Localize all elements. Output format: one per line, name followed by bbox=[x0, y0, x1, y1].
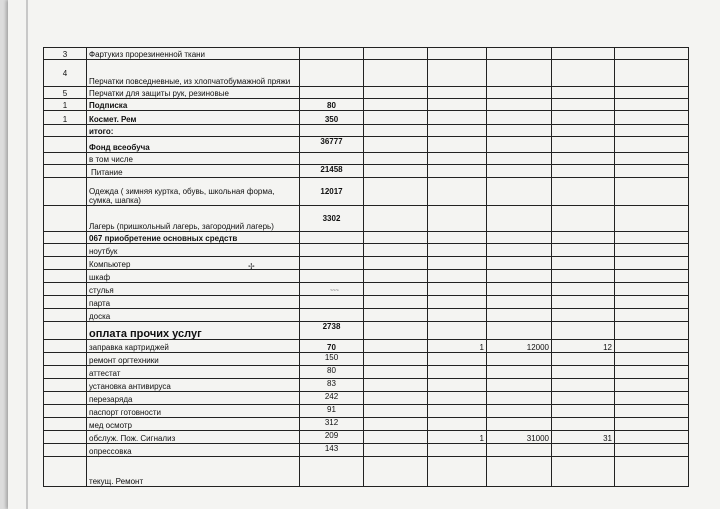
row-number bbox=[44, 431, 87, 444]
table-row bbox=[44, 125, 689, 137]
budget-table bbox=[43, 47, 689, 487]
row-number bbox=[44, 353, 87, 366]
row-cell bbox=[487, 111, 552, 125]
row-cell bbox=[428, 99, 487, 111]
row-number: 1 bbox=[44, 111, 87, 125]
row-number bbox=[44, 340, 87, 353]
row-cell bbox=[364, 366, 428, 379]
table-row bbox=[44, 244, 689, 257]
row-value: 70 bbox=[300, 340, 364, 353]
row-cell bbox=[364, 232, 428, 244]
row-cell bbox=[428, 165, 487, 178]
row-number bbox=[44, 178, 87, 206]
row-label: Перчатки для защиты рук, резиновые bbox=[87, 87, 300, 99]
row-cell bbox=[364, 206, 428, 232]
row-cell bbox=[487, 257, 552, 270]
row-cell bbox=[615, 322, 689, 340]
row-cell bbox=[364, 392, 428, 405]
row-cell bbox=[487, 418, 552, 431]
row-cell bbox=[552, 405, 615, 418]
row-cell bbox=[487, 60, 552, 87]
row-number bbox=[44, 257, 87, 270]
scanned-page bbox=[8, 0, 720, 509]
row-cell bbox=[487, 379, 552, 392]
row-cell bbox=[615, 457, 689, 487]
row-cell bbox=[364, 283, 428, 296]
row-value bbox=[300, 153, 364, 165]
row-cell bbox=[552, 309, 615, 322]
row-cell: 1 bbox=[428, 431, 487, 444]
row-cell bbox=[487, 405, 552, 418]
row-value: 91 bbox=[300, 405, 364, 418]
row-cell bbox=[364, 309, 428, 322]
row-cell bbox=[615, 257, 689, 270]
table-row bbox=[44, 340, 689, 353]
row-label: шкаф bbox=[87, 270, 300, 283]
row-cell bbox=[428, 178, 487, 206]
row-number bbox=[44, 366, 87, 379]
row-cell bbox=[487, 232, 552, 244]
row-cell bbox=[552, 392, 615, 405]
row-number bbox=[44, 137, 87, 153]
row-cell bbox=[552, 111, 615, 125]
row-label: паспорт готовности bbox=[87, 405, 300, 418]
table-row bbox=[44, 257, 689, 270]
row-value: 143 bbox=[300, 444, 364, 457]
row-cell bbox=[552, 87, 615, 99]
row-cell bbox=[364, 444, 428, 457]
row-cell bbox=[615, 137, 689, 153]
row-cell bbox=[487, 153, 552, 165]
row-cell bbox=[364, 322, 428, 340]
row-cell bbox=[552, 206, 615, 232]
row-cell bbox=[428, 244, 487, 257]
row-cell bbox=[615, 283, 689, 296]
row-cell bbox=[428, 137, 487, 153]
row-label: Одежда ( зимняя куртка, обувь, школьная форма, сумка, шапка) bbox=[87, 178, 300, 206]
row-label: Питание bbox=[87, 165, 300, 178]
row-cell bbox=[428, 257, 487, 270]
row-cell bbox=[615, 87, 689, 99]
row-label: текущ. Ремонт bbox=[87, 457, 300, 487]
row-cell bbox=[615, 296, 689, 309]
row-cell bbox=[364, 296, 428, 309]
row-cell bbox=[487, 366, 552, 379]
row-cell bbox=[615, 418, 689, 431]
row-cell bbox=[615, 366, 689, 379]
row-number bbox=[44, 165, 87, 178]
row-cell bbox=[487, 457, 552, 487]
row-cell bbox=[552, 165, 615, 178]
row-cell bbox=[487, 99, 552, 111]
row-value bbox=[300, 48, 364, 60]
table-row bbox=[44, 99, 689, 111]
row-label: Космет. Рем bbox=[87, 111, 300, 125]
table-row bbox=[44, 392, 689, 405]
row-cell bbox=[487, 244, 552, 257]
row-label: оплата прочих услуг bbox=[87, 322, 300, 340]
row-number bbox=[44, 296, 87, 309]
row-cell bbox=[552, 48, 615, 60]
row-cell bbox=[552, 366, 615, 379]
row-cell bbox=[615, 244, 689, 257]
row-value bbox=[300, 125, 364, 137]
row-cell bbox=[615, 309, 689, 322]
row-label: стулья bbox=[87, 283, 300, 296]
row-number: 1 bbox=[44, 99, 87, 111]
row-cell bbox=[487, 392, 552, 405]
row-label: заправка картриджей bbox=[87, 340, 300, 353]
row-cell bbox=[428, 392, 487, 405]
row-number bbox=[44, 270, 87, 283]
row-cell bbox=[364, 270, 428, 283]
row-cell bbox=[615, 270, 689, 283]
row-cell: 1 bbox=[428, 340, 487, 353]
row-label: обслуж. Пож. Сигнализ bbox=[87, 431, 300, 444]
table-row bbox=[44, 111, 689, 125]
row-cell bbox=[552, 244, 615, 257]
row-label: установка антивируса bbox=[87, 379, 300, 392]
table-body bbox=[44, 48, 689, 487]
row-number: 4 bbox=[44, 60, 87, 87]
row-cell bbox=[552, 60, 615, 87]
row-cell bbox=[487, 48, 552, 60]
row-cell bbox=[615, 379, 689, 392]
row-value: 36777 bbox=[300, 137, 364, 153]
row-label: итого: bbox=[87, 125, 300, 137]
table-row bbox=[44, 178, 689, 206]
row-cell bbox=[364, 431, 428, 444]
row-label: 067 приобретение основных средств bbox=[87, 232, 300, 244]
table-row bbox=[44, 444, 689, 457]
row-cell bbox=[552, 444, 615, 457]
ink-mark: ✢ bbox=[248, 262, 255, 271]
row-cell bbox=[552, 379, 615, 392]
row-cell bbox=[428, 309, 487, 322]
row-cell bbox=[615, 405, 689, 418]
row-number bbox=[44, 125, 87, 137]
table-row bbox=[44, 153, 689, 165]
row-label: в том числе bbox=[87, 153, 300, 165]
row-value: 80 bbox=[300, 99, 364, 111]
row-cell bbox=[487, 270, 552, 283]
row-cell bbox=[615, 125, 689, 137]
row-cell bbox=[428, 270, 487, 283]
table-row bbox=[44, 431, 689, 444]
row-cell bbox=[552, 322, 615, 340]
row-label: мед осмотр bbox=[87, 418, 300, 431]
row-value bbox=[300, 87, 364, 99]
row-value bbox=[300, 257, 364, 270]
row-cell bbox=[615, 99, 689, 111]
row-cell bbox=[428, 153, 487, 165]
row-label: Подписка bbox=[87, 99, 300, 111]
row-value: 21458 bbox=[300, 165, 364, 178]
row-cell bbox=[487, 178, 552, 206]
row-cell bbox=[364, 244, 428, 257]
row-cell bbox=[428, 232, 487, 244]
row-value bbox=[300, 309, 364, 322]
row-cell bbox=[428, 60, 487, 87]
table-row bbox=[44, 405, 689, 418]
row-number bbox=[44, 444, 87, 457]
row-number bbox=[44, 392, 87, 405]
row-value bbox=[300, 60, 364, 87]
table-row bbox=[44, 270, 689, 283]
row-cell bbox=[364, 418, 428, 431]
row-cell bbox=[615, 444, 689, 457]
row-label: ноутбук bbox=[87, 244, 300, 257]
row-cell bbox=[487, 165, 552, 178]
row-number bbox=[44, 309, 87, 322]
row-cell bbox=[487, 353, 552, 366]
row-cell bbox=[552, 125, 615, 137]
table-row bbox=[44, 296, 689, 309]
row-value bbox=[300, 457, 364, 487]
row-cell bbox=[428, 366, 487, 379]
row-cell bbox=[364, 48, 428, 60]
row-cell bbox=[487, 87, 552, 99]
row-cell bbox=[615, 392, 689, 405]
row-label: парта bbox=[87, 296, 300, 309]
row-cell bbox=[364, 165, 428, 178]
table-row bbox=[44, 283, 689, 296]
row-cell bbox=[487, 283, 552, 296]
row-cell bbox=[615, 178, 689, 206]
row-value bbox=[300, 296, 364, 309]
row-label: Лагерь (пришкольный лагерь, загородний лагерь) bbox=[87, 206, 300, 232]
row-number bbox=[44, 405, 87, 418]
row-cell bbox=[364, 340, 428, 353]
row-cell bbox=[552, 257, 615, 270]
table-row bbox=[44, 418, 689, 431]
row-cell bbox=[428, 206, 487, 232]
row-cell bbox=[615, 48, 689, 60]
row-cell bbox=[428, 296, 487, 309]
table-row bbox=[44, 322, 689, 340]
row-cell bbox=[364, 99, 428, 111]
row-cell bbox=[428, 87, 487, 99]
row-value: 350 bbox=[300, 111, 364, 125]
row-cell bbox=[552, 99, 615, 111]
row-cell bbox=[487, 137, 552, 153]
row-cell bbox=[552, 353, 615, 366]
row-cell: 31 bbox=[552, 431, 615, 444]
table-row bbox=[44, 232, 689, 244]
row-label: Перчатки повседневные, из хлопчатобумажной пряжи bbox=[87, 60, 300, 87]
row-cell bbox=[428, 125, 487, 137]
table-row bbox=[44, 309, 689, 322]
table-row bbox=[44, 366, 689, 379]
ink-scribble: ~~~ bbox=[330, 288, 339, 294]
row-cell bbox=[615, 353, 689, 366]
row-number bbox=[44, 283, 87, 296]
row-cell: 12000 bbox=[487, 340, 552, 353]
row-cell bbox=[364, 405, 428, 418]
row-cell bbox=[428, 283, 487, 296]
row-number bbox=[44, 153, 87, 165]
row-value: 12017 bbox=[300, 178, 364, 206]
row-number: 3 bbox=[44, 48, 87, 60]
row-cell bbox=[364, 60, 428, 87]
row-value bbox=[300, 270, 364, 283]
row-label: Фонд всеобуча bbox=[87, 137, 300, 153]
row-cell bbox=[552, 270, 615, 283]
row-cell bbox=[552, 137, 615, 153]
row-number bbox=[44, 206, 87, 232]
row-cell bbox=[428, 457, 487, 487]
row-cell bbox=[428, 111, 487, 125]
row-cell bbox=[615, 206, 689, 232]
row-cell bbox=[615, 153, 689, 165]
table-row bbox=[44, 87, 689, 99]
row-cell bbox=[364, 257, 428, 270]
row-cell bbox=[487, 322, 552, 340]
row-cell bbox=[428, 322, 487, 340]
row-number bbox=[44, 379, 87, 392]
row-cell bbox=[364, 457, 428, 487]
row-cell bbox=[364, 137, 428, 153]
row-cell bbox=[615, 232, 689, 244]
row-cell bbox=[552, 418, 615, 431]
row-value: 242 bbox=[300, 392, 364, 405]
row-value: 83 bbox=[300, 379, 364, 392]
row-cell bbox=[552, 153, 615, 165]
table-row bbox=[44, 206, 689, 232]
row-value: 150 bbox=[300, 353, 364, 366]
row-number bbox=[44, 232, 87, 244]
row-value: 209 bbox=[300, 431, 364, 444]
row-cell bbox=[364, 353, 428, 366]
row-cell bbox=[428, 405, 487, 418]
row-number bbox=[44, 322, 87, 340]
row-number: 5 bbox=[44, 87, 87, 99]
row-label: опрессовка bbox=[87, 444, 300, 457]
row-cell bbox=[487, 125, 552, 137]
table-row bbox=[44, 137, 689, 153]
row-cell: 31000 bbox=[487, 431, 552, 444]
row-value: 3302 bbox=[300, 206, 364, 232]
row-cell bbox=[552, 283, 615, 296]
row-cell bbox=[428, 418, 487, 431]
row-cell bbox=[487, 206, 552, 232]
row-cell bbox=[364, 153, 428, 165]
row-cell bbox=[552, 296, 615, 309]
row-number bbox=[44, 418, 87, 431]
row-label: аттестат bbox=[87, 366, 300, 379]
row-cell bbox=[615, 111, 689, 125]
row-cell bbox=[615, 340, 689, 353]
row-cell bbox=[428, 444, 487, 457]
row-value: 312 bbox=[300, 418, 364, 431]
row-cell bbox=[428, 48, 487, 60]
row-label: Фартукиз прорезиненной ткани bbox=[87, 48, 300, 60]
row-number bbox=[44, 457, 87, 487]
table-row bbox=[44, 353, 689, 366]
row-cell bbox=[552, 178, 615, 206]
table-row bbox=[44, 165, 689, 178]
row-label: Компьютер bbox=[87, 257, 300, 270]
row-number bbox=[44, 244, 87, 257]
row-label: доска bbox=[87, 309, 300, 322]
row-cell bbox=[487, 309, 552, 322]
row-cell bbox=[364, 379, 428, 392]
table-row bbox=[44, 379, 689, 392]
row-cell bbox=[428, 379, 487, 392]
row-cell: 12 bbox=[552, 340, 615, 353]
row-cell bbox=[428, 353, 487, 366]
row-cell bbox=[552, 232, 615, 244]
row-cell bbox=[364, 178, 428, 206]
row-cell bbox=[364, 87, 428, 99]
row-cell bbox=[615, 431, 689, 444]
row-cell bbox=[364, 111, 428, 125]
table-row bbox=[44, 60, 689, 87]
row-value bbox=[300, 232, 364, 244]
row-value: 2738 bbox=[300, 322, 364, 340]
row-cell bbox=[487, 444, 552, 457]
row-value bbox=[300, 244, 364, 257]
row-label: ремонт оргтехники bbox=[87, 353, 300, 366]
row-cell bbox=[364, 125, 428, 137]
row-cell bbox=[552, 457, 615, 487]
page-fold-shadow bbox=[26, 0, 28, 509]
row-cell bbox=[487, 296, 552, 309]
table-row bbox=[44, 457, 689, 487]
row-cell bbox=[615, 60, 689, 87]
row-value: 80 bbox=[300, 366, 364, 379]
row-label: перезаряда bbox=[87, 392, 300, 405]
row-cell bbox=[615, 165, 689, 178]
table-row bbox=[44, 48, 689, 60]
